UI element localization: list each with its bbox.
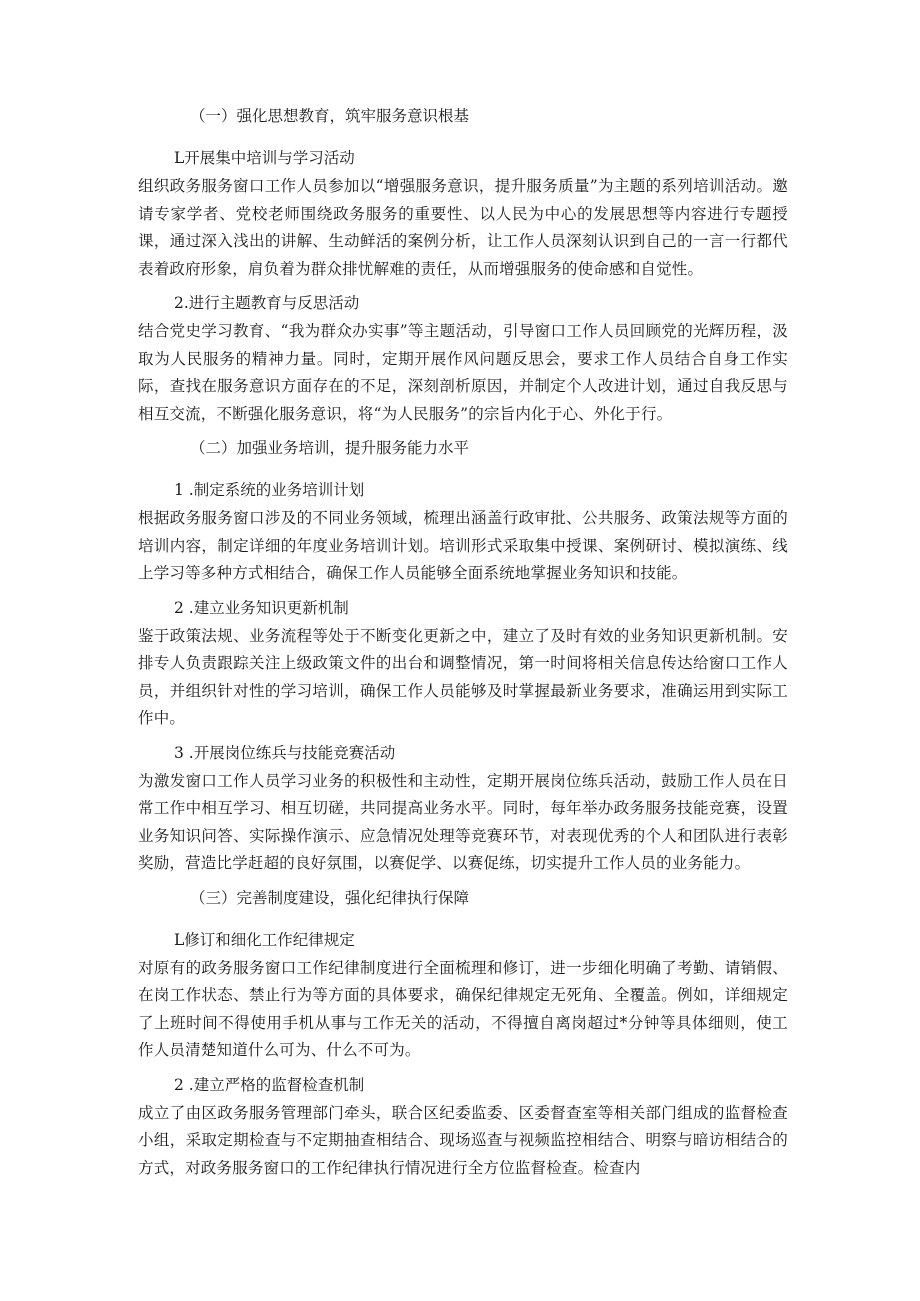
item-body: 对原有的政务服务窗口工作纪律制度进行全面梳理和修订，进一步细化明确了考勤、请销假、在岗工作状态、禁止行为等方面的具体要求，确保纪律规定无死角、全覆盖。例如，详细规定了上班时间不得使用手机从事与工作无关的活动，不得擅自离岗超过*分钟等具体细则，使工作人员清楚知道什么可为、什么不可为。 — [138, 958, 788, 1059]
section-heading: （一）强化思想教育，筑牢服务意识根基 — [190, 107, 470, 125]
item-title: L修订和细化工作纪律规定 — [174, 930, 355, 949]
document-page — [138, 104, 788, 1190]
section-heading: （三）完善制度建设，强化纪律执行保障 — [190, 888, 470, 907]
section-heading: （二）加强业务培训，提升服务能力水平 — [190, 439, 470, 457]
item-body: 成立了由区政务服务管理部门牵头，联合区纪委监委、区委督查室等相关部门组成的监督检查小组，采取定期检查与不定期抽查相结合、现场巡查与视频监控相结合、明察与暗访相结合的方式，对政务服务窗口的工作纪律执行情况进行全方位监督检查。检查内 — [138, 1103, 788, 1177]
item-title: 2 .建立严格的监督检查机制 — [174, 1075, 365, 1094]
item-title: 1 .制定系统的业务培训计划 — [174, 481, 365, 499]
item-body: 组织政务服务窗口工作人员参加以“增强服务意识，提升服务质量”为主题的系列培训活动。邀请专家学者、党校老师围绕政务服务的重要性、以人民为中心的发展思想等内容进行专题授课，通过深入浅出的讲解、生动鲜活的案例分析，让工作人员深刻认识到自己的一言一行都代表着政府形象，肩负着为群众排忧解难的责任，从而增强服务的使命感和自觉性。 — [138, 177, 788, 278]
item-title: 2 .建立业务知识更新机制 — [174, 598, 349, 617]
item-title: L开展集中培训与学习活动 — [174, 149, 355, 167]
item-body: 鉴于政策法规、业务流程等处于不断变化更新之中，建立了及时有效的业务知识更新机制。安排专人负责跟踪关注上级政策文件的出台和调整情况，第一时间将相关信息传达给窗口工作人员，并组织针对性的学习培训，确保工作人员能够及时掌握最新业务要求，准确运用到实际工作中。 — [138, 626, 788, 727]
item-body: 结合党史学习教育、“我为群众办实事”等主题活动，引导窗口工作人员回顾党的光辉历程，汲取为人民服务的精神力量。同时，定期开展作风问题反思会，要求工作人员结合自身工作实际，查找在服务意识方面存在的不足，深刻剖析原因，并制定个人改进计划，通过自我反思与相互交流，不断强化服务意识，将“为人民服务”的宗旨内化于心、外化于行。 — [138, 322, 788, 423]
item-body: 根据政务服务窗口涉及的不同业务领域，梳理出涵盖行政审批、公共服务、政策法规等方面的培训内容，制定详细的年度业务培训计划。培训形式采取集中授课、案例研讨、模拟演练、线上学习等多种方式相结合，确保工作人员能够全面系统地掌握业务知识和技能。 — [138, 509, 788, 582]
item-title: 2.进行主题教育与反思活动 — [174, 294, 360, 312]
item-body: 为激发窗口工作人员学习业务的积极性和主动性，定期开展岗位练兵活动，鼓励工作人员在日常工作中相互学习、相互切磋，共同提高业务水平。同时，每年举办政务服务技能竞赛，设置业务知识问答、实际操作演示、应急情况处理等竞赛环节，对表现优秀的个人和团队进行表彰奖励，营造比学赶超的良好氛围，以赛促学、以赛促练，切实提升工作人员的业务能力。 — [138, 771, 788, 872]
item-title: 3 .开展岗位练兵与技能竞赛活动 — [174, 743, 396, 762]
